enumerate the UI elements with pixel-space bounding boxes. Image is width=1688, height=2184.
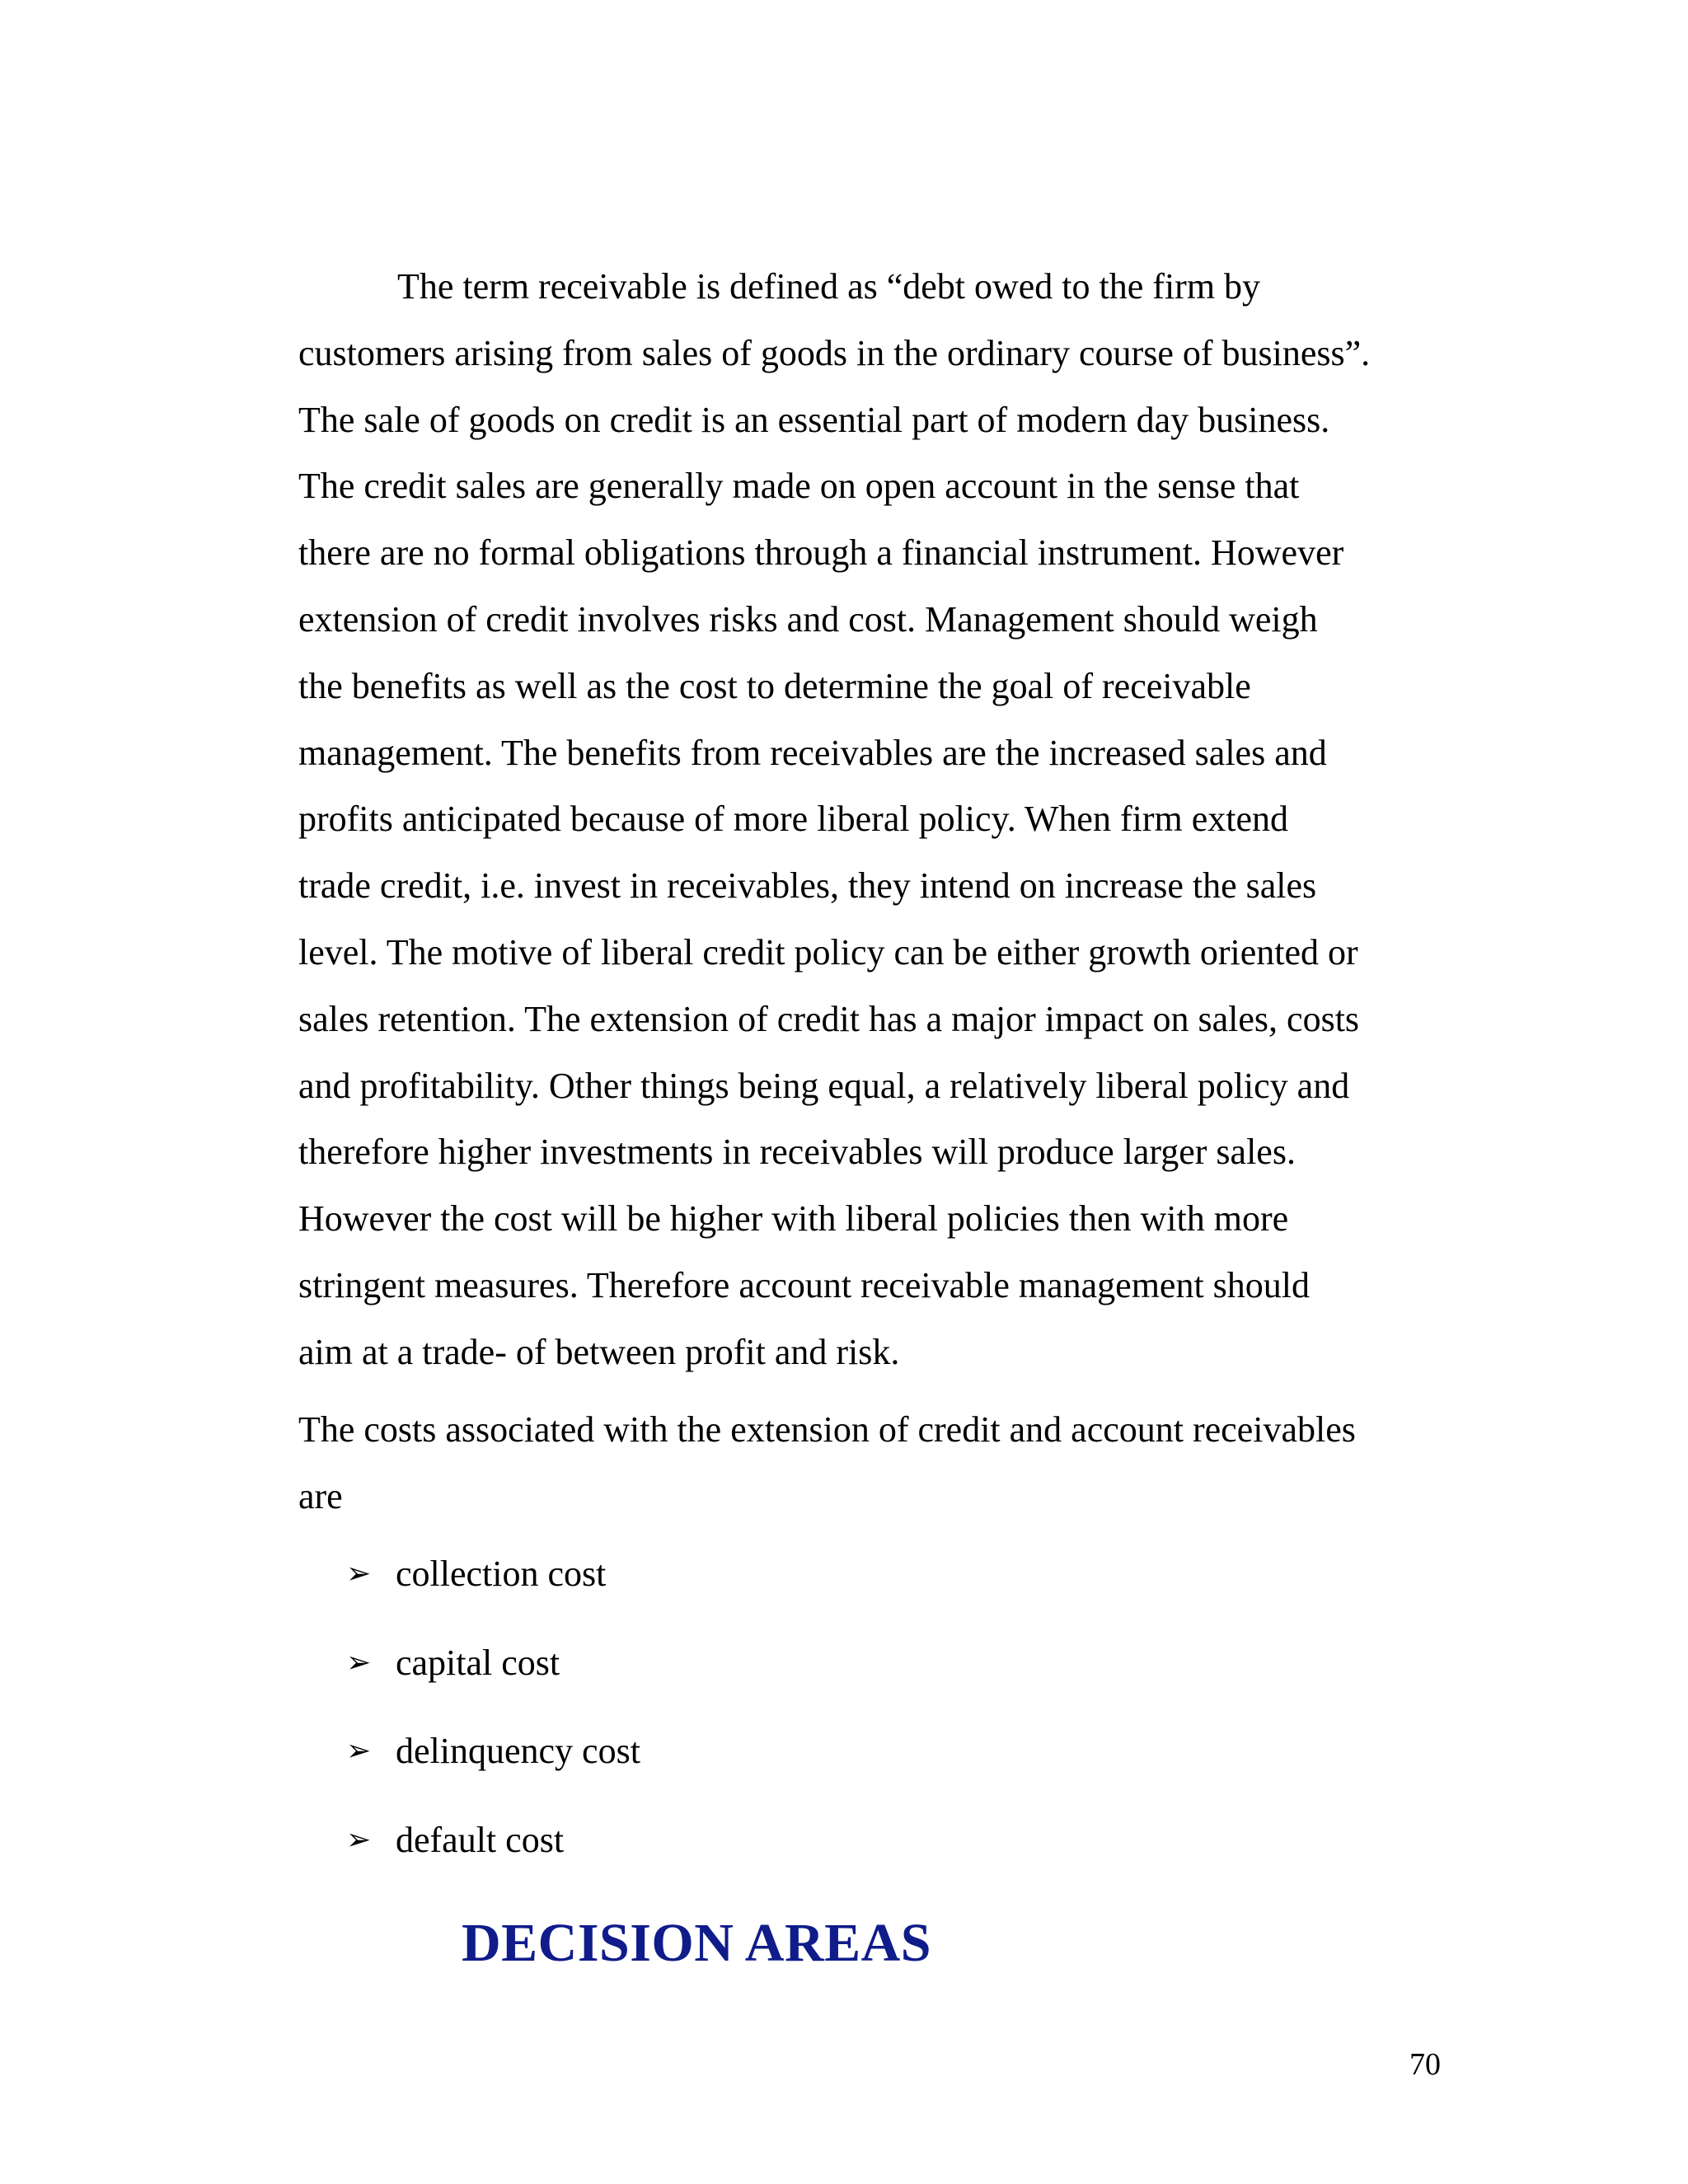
paragraph-line: The costs associated with the extension of credit and account receivables (298, 1409, 1356, 1450)
list-item-label: collection cost (396, 1554, 607, 1594)
paragraph-line: The credit sales are generally made on open account in the sense that (298, 466, 1300, 507)
paragraph-line: there are no formal obligations through a financial instrument. However (298, 532, 1344, 574)
arrowhead-bullet-icon: ➢ (346, 1734, 372, 1768)
paragraph-line: aim at a trade- of between profit and risk. (298, 1331, 900, 1372)
paragraph-line: stringent measures. Therefore account receivable management should (298, 1264, 1311, 1305)
paragraph-costs-intro (298, 1397, 1452, 1530)
paragraph-line: extension of credit involves risks and cost. Management should weigh (298, 598, 1318, 640)
paragraph-line: the benefits as well as the cost to determine the goal of receivable (298, 665, 1251, 706)
paragraph-line: The sale of goods on credit is an essential part of modern day business. (298, 399, 1330, 440)
paragraph-line: customers arising from sales of goods in the ordinary course of business”. (298, 332, 1371, 373)
cost-list (346, 1549, 1335, 1904)
paragraph-line: However the cost will be higher with liberal policies then with more (298, 1198, 1289, 1240)
list-item (346, 1638, 1335, 1727)
list-item-label: delinquency cost (396, 1731, 640, 1771)
arrowhead-bullet-icon: ➢ (346, 1822, 372, 1857)
list-item (346, 1816, 1335, 1905)
section-heading: DECISION AREAS (462, 1913, 931, 1973)
paragraph-line: management. The benefits from receivables are the increased sales and (298, 732, 1327, 773)
list-item-label: default cost (396, 1819, 565, 1860)
list-item (346, 1727, 1335, 1816)
paragraph-line: The term receivable is defined as “debt owed to the firm by (397, 266, 1261, 307)
arrowhead-bullet-icon: ➢ (346, 1557, 372, 1591)
paragraph-line: sales retention. The extension of credit has a major impact on sales, costs (298, 998, 1360, 1039)
page-number: 70 (1409, 2047, 1441, 2082)
paragraph-line: are (298, 1475, 343, 1516)
paragraph-line: level. The motive of liberal credit policy can be either growth oriented or (298, 931, 1358, 972)
paragraph-line: and profitability. Other things being equal, a relatively liberal policy and (298, 1065, 1350, 1106)
paragraph-line: profits anticipated because of more liberal policy. When firm extend (298, 799, 1288, 840)
arrowhead-bullet-icon: ➢ (346, 1645, 372, 1680)
list-item (346, 1549, 1335, 1638)
paragraph-receivable-definition (298, 254, 1452, 1386)
list-item-label: capital cost (396, 1642, 560, 1683)
paragraph-line: therefore higher investments in receivables will produce larger sales. (298, 1132, 1296, 1173)
paragraph-line: trade credit, i.e. invest in receivables, they intend on increase the sales (298, 865, 1317, 907)
